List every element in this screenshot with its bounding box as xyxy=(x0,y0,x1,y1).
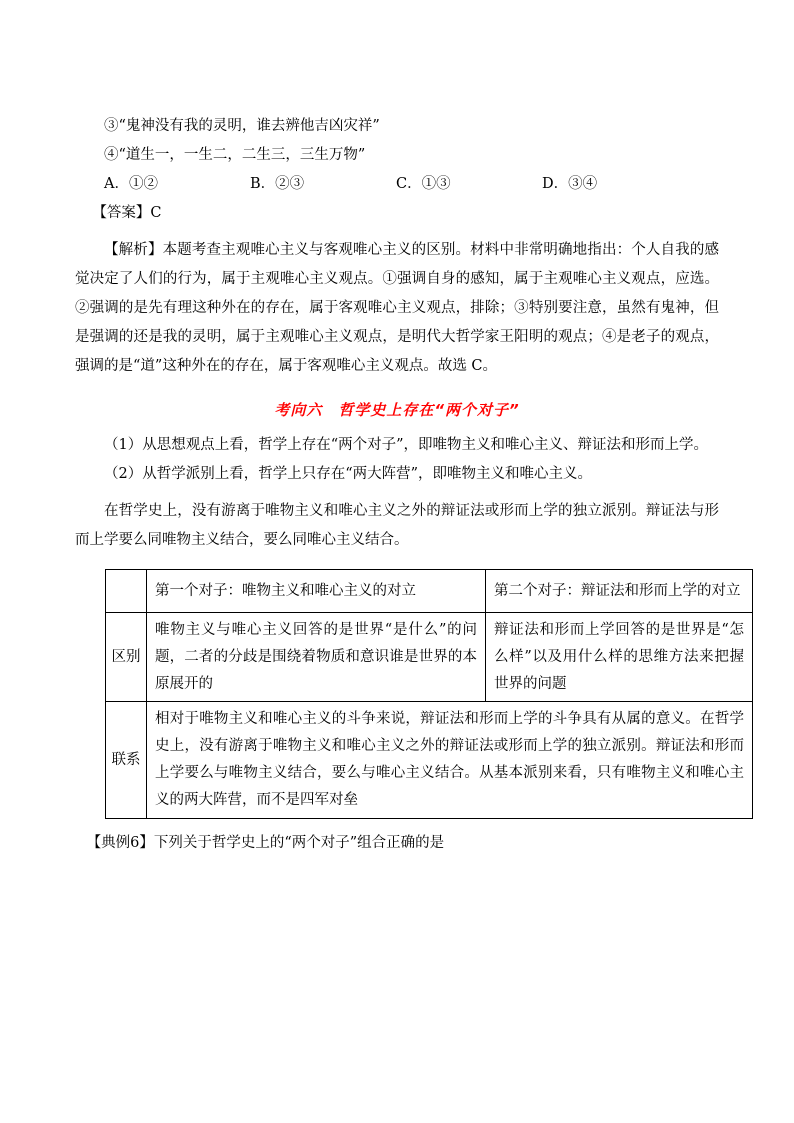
table-header-corner xyxy=(106,570,147,613)
table-header-row xyxy=(106,570,753,613)
example-6-line: 【典例6】下列关于哲学史上的“两个对子”组合正确的是 xyxy=(86,834,445,851)
table-row-connection xyxy=(106,702,753,818)
table-row-difference xyxy=(106,613,753,702)
connection-merged-cell: 相对于唯物主义和唯心主义的斗争来说，辩证法和形而上学的斗争具有从属的意义。在哲学史上，没有游离于唯物主义和唯心主义之外的辩证法或形而上学的独立派别。辩证法和形而上学要么与唯物主义结合，要么与唯心主义结合。从基本派别来看，只有唯物主义和唯心主义的两大阵营，而不是四军对垒 xyxy=(147,702,753,818)
table-header-first-pair: 第一个对子：唯物主义和唯心主义的对立 xyxy=(147,570,486,613)
option-a: A．①② xyxy=(104,176,158,192)
row-label-difference: 区别 xyxy=(106,613,147,702)
options-row xyxy=(75,170,719,199)
section-paragraph: 在哲学史上，没有游离于唯物主义和唯心主义之外的辩证法或形而上学的独立派别。辩证法与形而上学要么同唯物主义结合，要么同唯心主义结合。 xyxy=(75,503,719,548)
difference-first-pair: 唯物主义与唯心主义回答的是世界“是什么”的问题，二者的分歧是围绕着物质和意识谁是世界的本原展开的 xyxy=(147,613,486,702)
section-heading: 考向六 哲学史上存在“两个对子” xyxy=(274,401,520,419)
comparison-table xyxy=(105,569,753,819)
option-c: C．①③ xyxy=(396,176,451,192)
option-b: B．②③ xyxy=(250,176,305,192)
point-2: （2）从哲学派别上看，哲学上只存在“两大阵营”，即唯物主义和唯心主义。 xyxy=(104,466,593,482)
difference-second-pair: 辩证法和形而上学回答的是世界是“怎么样”以及用什么样的思维方法来把握世界的问题 xyxy=(486,613,753,702)
analysis-paragraph: 【解析】本题考查主观唯心主义与客观唯心主义的区别。材料中非常明确地指出：个人自我的感觉决定了人们的行为，属于主观唯心主义观点。①强调自身的感知，属于主观唯心主义观点，应选。②强调的是先有理这种外在的存在，属于客观唯心主义观点，排除；③特别要注意，虽然有鬼神，但是强调的还是我的灵明，属于主观唯心主义观点，是明代大哲学家王阳明的观点；④是老子的观点，强调的是“道”这种外在的存在，属于客观唯心主义观点。故选 C。 xyxy=(75,242,719,374)
option-d: D．③④ xyxy=(542,176,598,192)
table-header-second-pair: 第二个对子：辩证法和形而上学的对立 xyxy=(486,570,753,613)
question-item-4: ④“道生一，一生二，二生三，三生万物” xyxy=(104,147,366,163)
row-label-connection: 联系 xyxy=(106,702,147,818)
point-1: （1）从思想观点上看，哲学上存在“两个对子”，即唯物主义和唯心主义、辩证法和形而上学。 xyxy=(104,437,709,453)
answer-line: 【答案】C xyxy=(92,205,162,221)
question-item-3: ③“鬼神没有我的灵明，谁去辨他吉凶灾祥” xyxy=(104,118,380,134)
